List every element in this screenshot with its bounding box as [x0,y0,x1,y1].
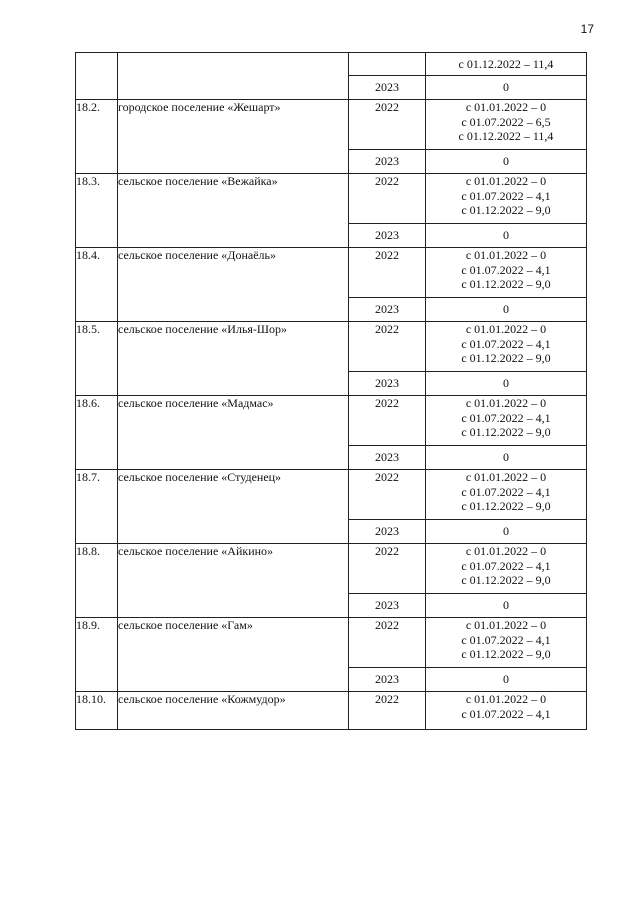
table-row [76,322,587,372]
year-cell: 2023 [349,446,426,470]
value-cell: 0 [426,668,587,692]
value-line: с 01.07.2022 – 4,1 [461,410,551,425]
year-cell: 2023 [349,224,426,248]
row-number-cell: 18.6. [76,396,118,470]
value-cell [426,53,587,76]
value-line: с 01.01.2022 – 0 [465,470,547,484]
year-cell: 2022 [349,544,426,594]
value-line: с 01.01.2022 – 0 [465,322,547,336]
row-number-cell: 18.9. [76,618,118,692]
row-number-cell: 18.7. [76,470,118,544]
table-row [76,544,587,594]
value-line: с 01.12.2022 – 9,0 [461,203,551,217]
year-cell: 2022 [349,174,426,224]
year-cell: 2023 [349,668,426,692]
name-cell: сельское поселение «Кожмудор» [118,692,349,730]
year-cell: 2023 [349,520,426,544]
name-cell: сельское поселение «Вежайка» [118,174,349,248]
value-cell [426,322,587,372]
value-line: с 01.12.2022 – 9,0 [461,425,551,439]
value-cell: 0 [426,150,587,174]
year-cell [349,53,426,76]
row-number-cell [76,53,118,100]
name-cell [118,53,349,100]
value-cell: 0 [426,446,587,470]
year-cell: 2022 [349,692,426,730]
value-line: с 01.07.2022 – 4,1 [461,262,551,277]
year-cell: 2023 [349,76,426,100]
value-line: с 01.07.2022 – 4,1 [461,484,551,499]
value-line: с 01.12.2022 – 9,0 [461,351,551,365]
value-line: с 01.01.2022 – 0 [465,100,547,114]
value-line: с 01.01.2022 – 0 [465,174,547,188]
value-cell [426,248,587,298]
value-line: с 01.01.2022 – 0 [465,248,547,262]
tariff-table [75,52,587,730]
value-line: с 01.12.2022 – 9,0 [461,573,551,587]
value-cell: 0 [426,372,587,396]
name-cell: сельское поселение «Илья-Шор» [118,322,349,396]
value-cell [426,100,587,150]
year-cell: 2022 [349,618,426,668]
row-number-cell: 18.3. [76,174,118,248]
value-line: с 01.07.2022 – 4,1 [461,558,551,573]
value-line: с 01.12.2022 – 9,0 [461,499,551,513]
table-row [76,396,587,446]
value-cell [426,470,587,520]
value-line: с 01.07.2022 – 6,5 [461,114,551,129]
table-row [76,618,587,668]
value-line: с 01.07.2022 – 4,1 [461,336,551,351]
value-line: с 01.01.2022 – 0 [465,618,547,632]
year-cell: 2023 [349,150,426,174]
value-cell [426,692,587,730]
year-cell: 2022 [349,470,426,520]
table-row [76,248,587,298]
value-line: с 01.12.2022 – 9,0 [461,647,551,661]
table-row [76,174,587,224]
value-cell: 0 [426,520,587,544]
name-cell: сельское поселение «Донаёль» [118,248,349,322]
year-cell: 2022 [349,322,426,372]
name-cell: сельское поселение «Гам» [118,618,349,692]
value-line: с 01.12.2022 – 11,4 [458,56,554,71]
row-number-cell: 18.10. [76,692,118,730]
row-number-cell: 18.8. [76,544,118,618]
value-cell: 0 [426,224,587,248]
table-row [76,100,587,150]
value-line: с 01.01.2022 – 0 [465,544,547,558]
value-cell: 0 [426,298,587,322]
row-number-cell: 18.2. [76,100,118,174]
value-line: с 01.01.2022 – 0 [465,692,547,706]
year-cell: 2022 [349,100,426,150]
table-row [76,692,587,730]
name-cell: сельское поселение «Айкино» [118,544,349,618]
name-cell: сельское поселение «Мадмас» [118,396,349,470]
value-line: с 01.07.2022 – 4,1 [461,188,551,203]
value-cell [426,544,587,594]
value-line: с 01.07.2022 – 4,1 [461,632,551,647]
value-cell: 0 [426,594,587,618]
value-line: с 01.12.2022 – 11,4 [458,129,554,143]
name-cell: сельское поселение «Студенец» [118,470,349,544]
table-row [76,53,587,76]
value-line: с 01.07.2022 – 4,1 [461,706,551,721]
year-cell: 2023 [349,372,426,396]
value-cell [426,396,587,446]
row-number-cell: 18.4. [76,248,118,322]
value-cell [426,174,587,224]
value-line: с 01.01.2022 – 0 [465,396,547,410]
value-line: с 01.12.2022 – 9,0 [461,277,551,291]
value-cell [426,618,587,668]
year-cell: 2023 [349,298,426,322]
row-number-cell: 18.5. [76,322,118,396]
name-cell: городское поселение «Жешарт» [118,100,349,174]
value-cell: 0 [426,76,587,100]
year-cell: 2022 [349,248,426,298]
year-cell: 2023 [349,594,426,618]
year-cell: 2022 [349,396,426,446]
table-row [76,470,587,520]
page-number: 17 [580,22,594,36]
